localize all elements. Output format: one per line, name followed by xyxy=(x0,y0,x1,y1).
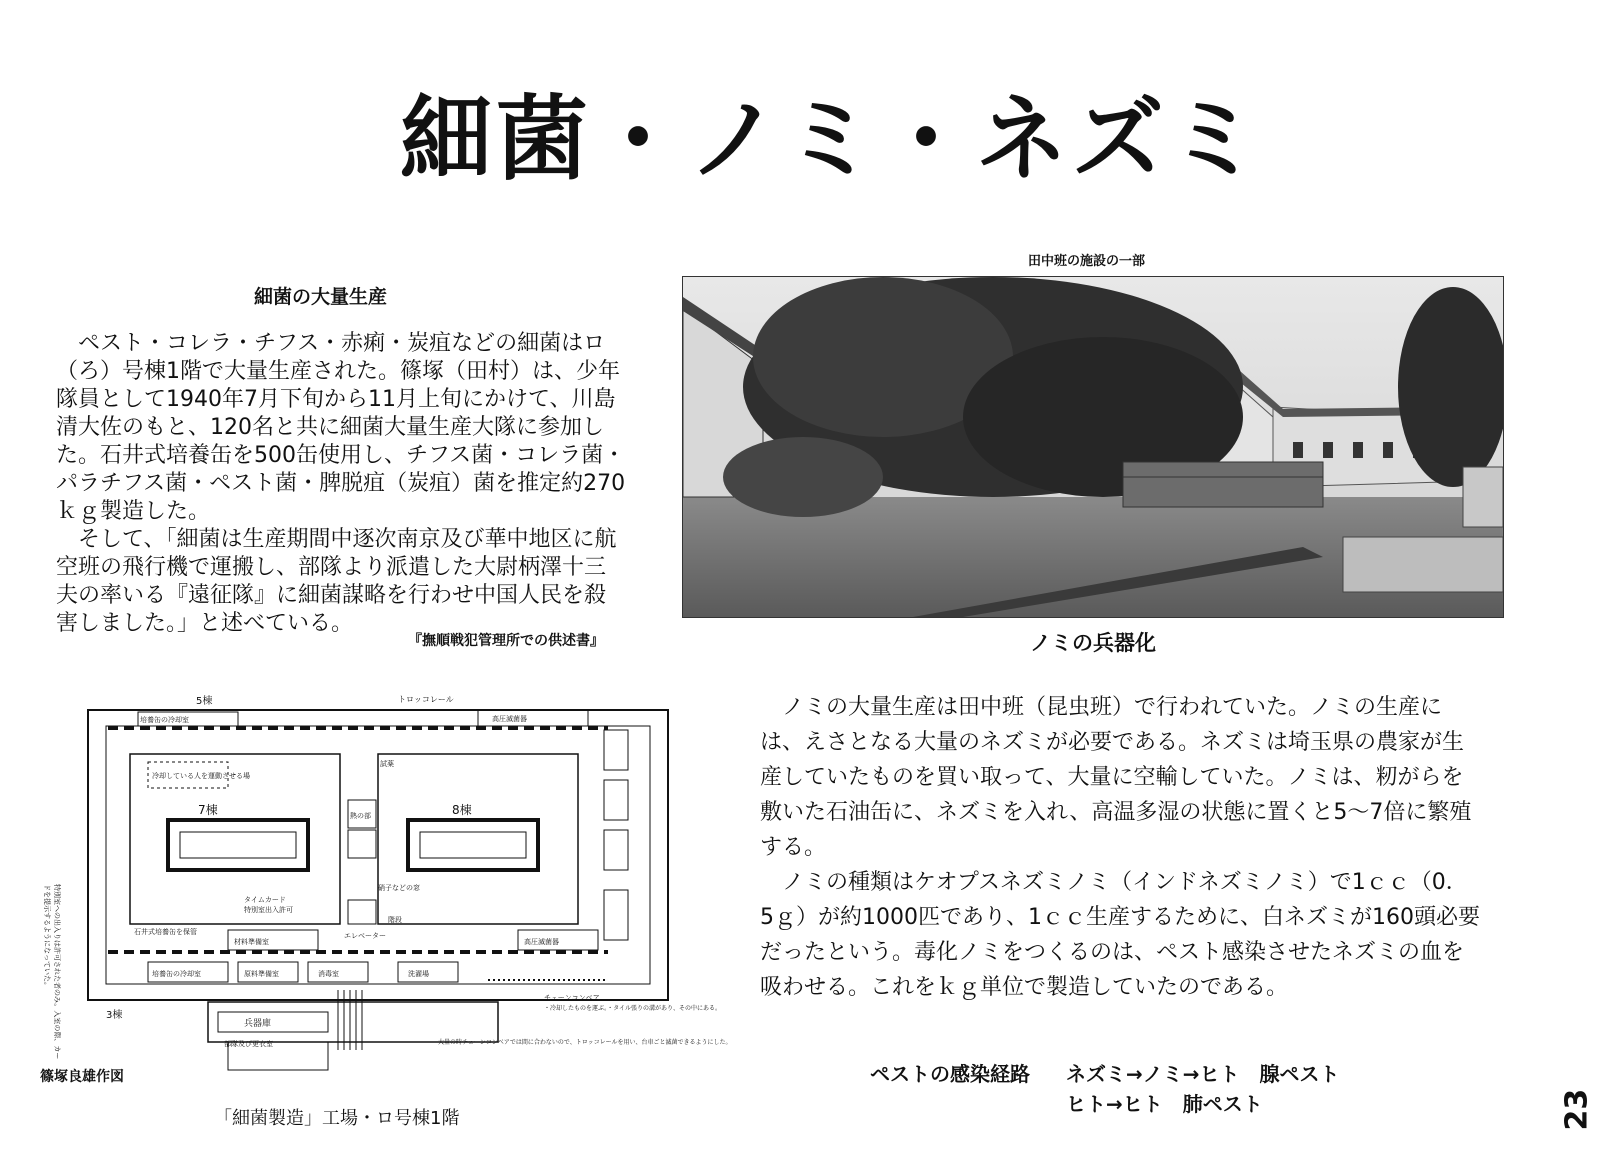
plan-label-window: 硝子などの窓 xyxy=(378,884,420,892)
plan-label-culture-store: 石井式培養缶を保管 xyxy=(134,928,197,936)
page-number: 23 xyxy=(1559,1088,1595,1131)
facility-photo xyxy=(682,276,1504,618)
plan-label-timecard: タイムカード xyxy=(244,896,286,904)
plan-label-cooling: 冷却している人を運動させる場 xyxy=(152,772,250,780)
plan-label-chain-note: ・冷却したものを運ぶ。・タイル張りの溝があり、その中にある。 xyxy=(544,1005,722,1012)
section-heading-bacteria: 細菌の大量生産 xyxy=(254,286,388,308)
plan-label-rail: トロッコレール xyxy=(398,695,454,704)
plan-label-culture-cool: 培養缶の冷却室 xyxy=(140,716,189,724)
infection-route-1: ネズミ→ノミ→ヒト 腺ペスト xyxy=(1066,1062,1340,1086)
plan-caption: 「細菌製造」工場・ロ号棟1階 xyxy=(214,1108,460,1129)
plan-label-stairs: 階段 xyxy=(388,916,402,924)
plan-label-bottom-2: 原料準備室 xyxy=(244,970,279,978)
plan-author: 篠塚良雄作図 xyxy=(40,1069,124,1085)
section-heading-flea: ノミの兵器化 xyxy=(1030,631,1156,655)
plan-label-8: 8棟 xyxy=(452,803,472,817)
paragraph: ノミの種類はケオプスネズミノミ（インドネズミノミ）で1ｃｃ（0．5ｇ）が約1000匹であり、1ｃｃ生産するために、白ネズミが160頭必要だったという。毒化ノミをつくるのは、ペスト感染させたネズミの血を吸わせる。これをｋｇ単位で製造していたのである。 xyxy=(760,870,1480,1000)
plan-label-bottom-4: 洗濯場 xyxy=(408,970,429,978)
facility-photo-image xyxy=(683,277,1503,617)
factory-floor-plan xyxy=(48,690,728,1090)
paragraph: そして、「細菌は生産期間中逐次南京及び華中地区に航空班の飛行機で運搬し、部隊より派遣した大尉柄澤十三夫の率いる『遠征隊』に細菌謀略を行わせ中国人民を殺害しました。」と述べている。 xyxy=(56,527,617,636)
plan-label-highpressure: 高圧滅菌器 xyxy=(492,715,527,723)
plan-label-5: 5棟 xyxy=(196,696,213,707)
plan-label-bottom-3: 消毒室 xyxy=(318,970,339,978)
bacteria-text xyxy=(56,330,626,638)
plan-label-bottom-1: 培養缶の冷却室 xyxy=(152,970,201,978)
plan-label-soldier: 兵器庫 xyxy=(244,1019,272,1029)
plan-label-heat: 熱の部 xyxy=(350,812,371,820)
plan-label-3: 3棟 xyxy=(106,1010,123,1021)
infection-route-2: ヒト→ヒト 肺ペスト xyxy=(1066,1092,1263,1116)
flea-text xyxy=(760,690,1480,1005)
plan-label-reagent: 試薬 xyxy=(380,760,394,768)
paragraph: ペスト・コレラ・チフス・赤痢・炭疽などの細菌はロ（ろ）号棟1階で大量生産された。篠塚（田村）は、少年隊員として1940年7月下旬から11月上旬にかけて、川島清大佐のもと、120名と共に細菌大量生産大隊に参加した。石井式培養缶を500缶使用し、チフス菌・コレラ菌・パラチフス菌・ペスト菌・脾脱疽（炭疽）菌を推定約270ｋｇ製造した。 xyxy=(56,331,626,524)
plan-side-note: 特別室への出入りは許可された者のみ。入室の際、カードを提示するようになっていた。 xyxy=(43,884,61,1060)
floor-plan-drawing xyxy=(48,690,728,1090)
plan-label-dept: 部隊及び更衣室 xyxy=(224,1040,273,1048)
photo-caption: 田中班の施設の一部 xyxy=(1028,254,1146,269)
source-citation: 『撫順戦犯管理所での供述書』 xyxy=(408,633,604,649)
plan-label-special: 特別室出入許可 xyxy=(244,906,293,914)
plan-label-7: 7棟 xyxy=(198,803,218,817)
plan-label-stock: 材料準備室 xyxy=(234,938,269,946)
plan-label-elevator: エレベーター xyxy=(344,932,386,940)
paragraph: ノミの大量生産は田中班（昆虫班）で行われていた。ノミの生産には、えさとなる大量のネズミが必要である。ネズミは埼玉県の農家が生産していたものを買い取って、大量に空輸していた。ノミは、籾がらを敷いた石油缶に、ネズミを入れ、高温多湿の状態に置くと5〜7倍に繁殖する。 xyxy=(760,695,1472,860)
page-title: 細菌・ノミ・ネズミ xyxy=(400,86,1265,193)
plan-label-chain: チェーンコンベア xyxy=(544,994,600,1002)
infection-route-label: ペストの感染経路 xyxy=(870,1062,1030,1086)
plan-label-highpressure-2: 高圧滅菌器 xyxy=(524,938,559,946)
plan-label-note-big: 大量の時チェーンコンベアでは間に合わないので、トロッコレールを用い、台車ごと滅菌できるようにした。 xyxy=(438,1039,728,1046)
